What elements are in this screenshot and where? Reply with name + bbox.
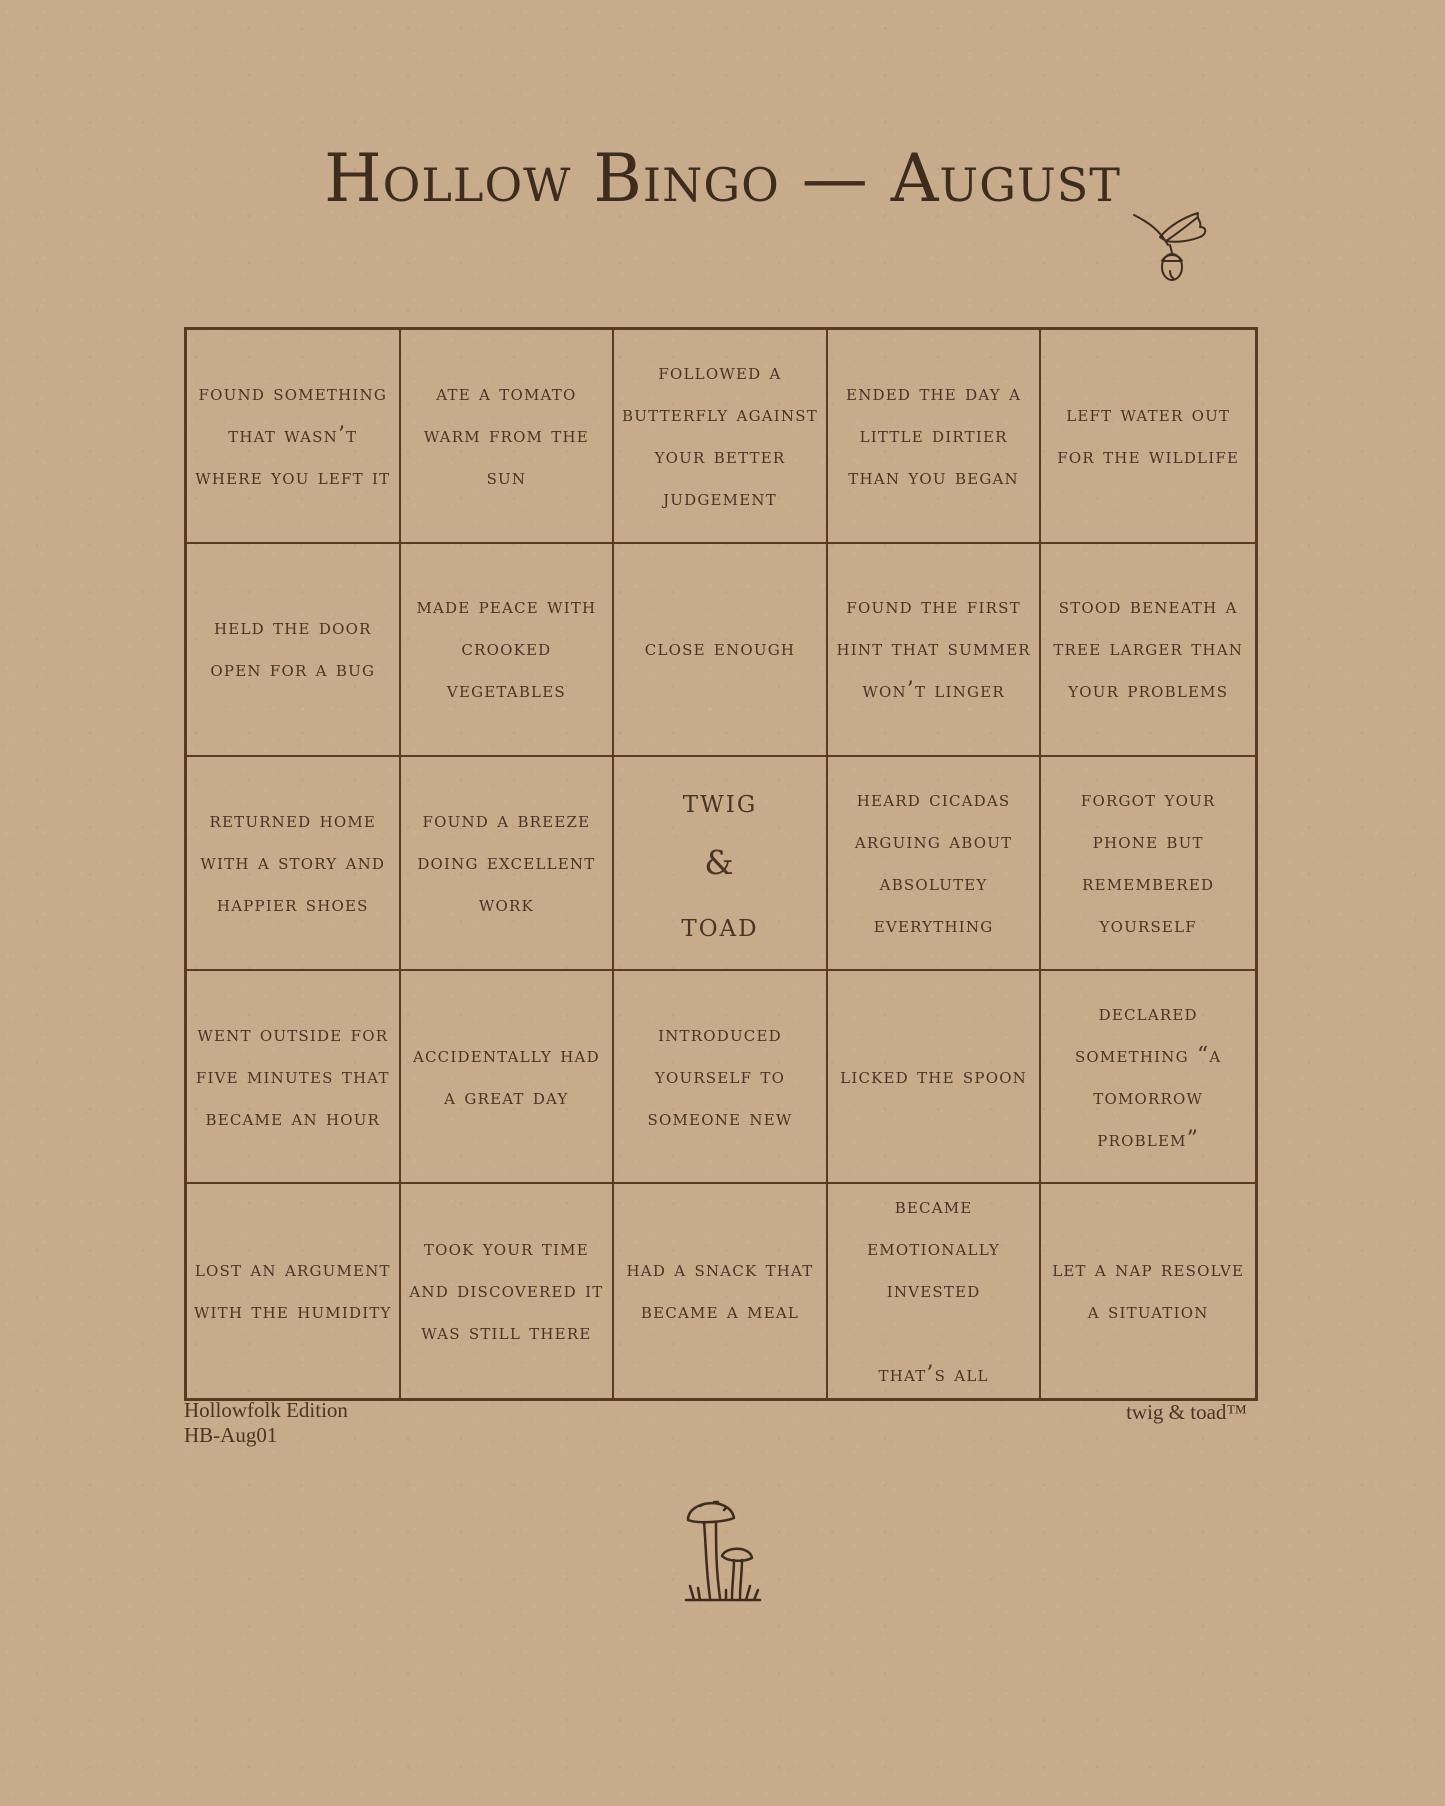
- mushroom-icon: [680, 1490, 764, 1605]
- cell-label: found something that wasn’t where you left it: [195, 380, 391, 490]
- bingo-cell[interactable]: [187, 1184, 401, 1398]
- bingo-cell[interactable]: [614, 330, 828, 544]
- cell-label: heard cicadas arguing about absolutey everything: [854, 786, 1013, 938]
- cell-label: made peace with crooked vegetables: [416, 594, 597, 704]
- cell-label: became emotionally invested that’s all: [867, 1194, 1001, 1388]
- bingo-cell[interactable]: [614, 1184, 828, 1398]
- bingo-cell[interactable]: [828, 971, 1042, 1185]
- cell-label: left water out for the wildlife: [1057, 401, 1240, 469]
- bingo-cell[interactable]: [401, 544, 615, 758]
- bingo-cell[interactable]: [828, 544, 1042, 758]
- cell-label: lost an argument with the humidity: [193, 1257, 392, 1325]
- free-space-cell[interactable]: [614, 757, 828, 971]
- cell-label: introduced yourself to someone new: [647, 1021, 793, 1131]
- cell-label: close enough: [644, 636, 796, 662]
- cell-label: accidentally had a great day: [412, 1042, 600, 1110]
- cell-label: stood beneath a tree larger than your problems: [1053, 594, 1244, 704]
- cell-label: found the first hint that summer won’t linger: [836, 594, 1031, 704]
- brand-mark: twig & toad™: [1126, 1400, 1247, 1424]
- cell-label: took your time and discovered it was still there: [409, 1236, 604, 1346]
- bingo-cell[interactable]: [401, 757, 615, 971]
- bingo-cell[interactable]: [1041, 544, 1255, 758]
- bingo-cell[interactable]: [1041, 1184, 1255, 1398]
- cell-label: followed a butterfly against your better judgement: [622, 359, 818, 511]
- free-space-label: twig & toad: [681, 780, 759, 944]
- bingo-cell[interactable]: [614, 971, 828, 1185]
- cell-label: found a breeze doing excellent work: [417, 807, 596, 917]
- cell-label: had a snack that became a meal: [626, 1257, 814, 1325]
- bingo-cell[interactable]: [828, 757, 1042, 971]
- edition-label: Hollowfolk Edition: [184, 1398, 348, 1422]
- cell-label: ended the day a little dirtier than you began: [846, 380, 1022, 490]
- cell-label: held the door open for a bug: [210, 615, 376, 683]
- bingo-cell[interactable]: [1041, 971, 1255, 1185]
- bingo-cell[interactable]: [828, 1184, 1042, 1398]
- cell-label: declared something “a tomorrow problem”: [1074, 1000, 1222, 1152]
- bingo-cell[interactable]: [187, 757, 401, 971]
- bingo-cell[interactable]: [614, 544, 828, 758]
- bingo-cell[interactable]: [401, 1184, 615, 1398]
- bingo-cell[interactable]: [401, 330, 615, 544]
- bingo-board: [184, 327, 1258, 1401]
- bingo-cell[interactable]: [828, 330, 1042, 544]
- cell-label: forgot your phone but remembered yourself: [1080, 786, 1216, 938]
- bingo-cell[interactable]: [187, 544, 401, 758]
- cell-label: let a nap resolve a situation: [1052, 1257, 1245, 1325]
- bingo-cell[interactable]: [1041, 330, 1255, 544]
- cell-label: returned home with a story and happier shoes: [200, 807, 386, 917]
- edition-code: HB-Aug01: [184, 1423, 278, 1447]
- bingo-cell[interactable]: [187, 330, 401, 544]
- cell-label: licked the spoon: [840, 1063, 1028, 1089]
- cell-label: went outside for five minutes that became an hour: [195, 1021, 390, 1131]
- acorn-leaf-icon: [1130, 205, 1230, 290]
- bingo-cell[interactable]: [187, 971, 401, 1185]
- bingo-cell[interactable]: [401, 971, 615, 1185]
- bingo-cell[interactable]: [1041, 757, 1255, 971]
- page-title: Hollow Bingo — August: [324, 140, 1121, 217]
- cell-label: ate a tomato warm from the sun: [423, 380, 589, 490]
- edition-info: [184, 1398, 348, 1448]
